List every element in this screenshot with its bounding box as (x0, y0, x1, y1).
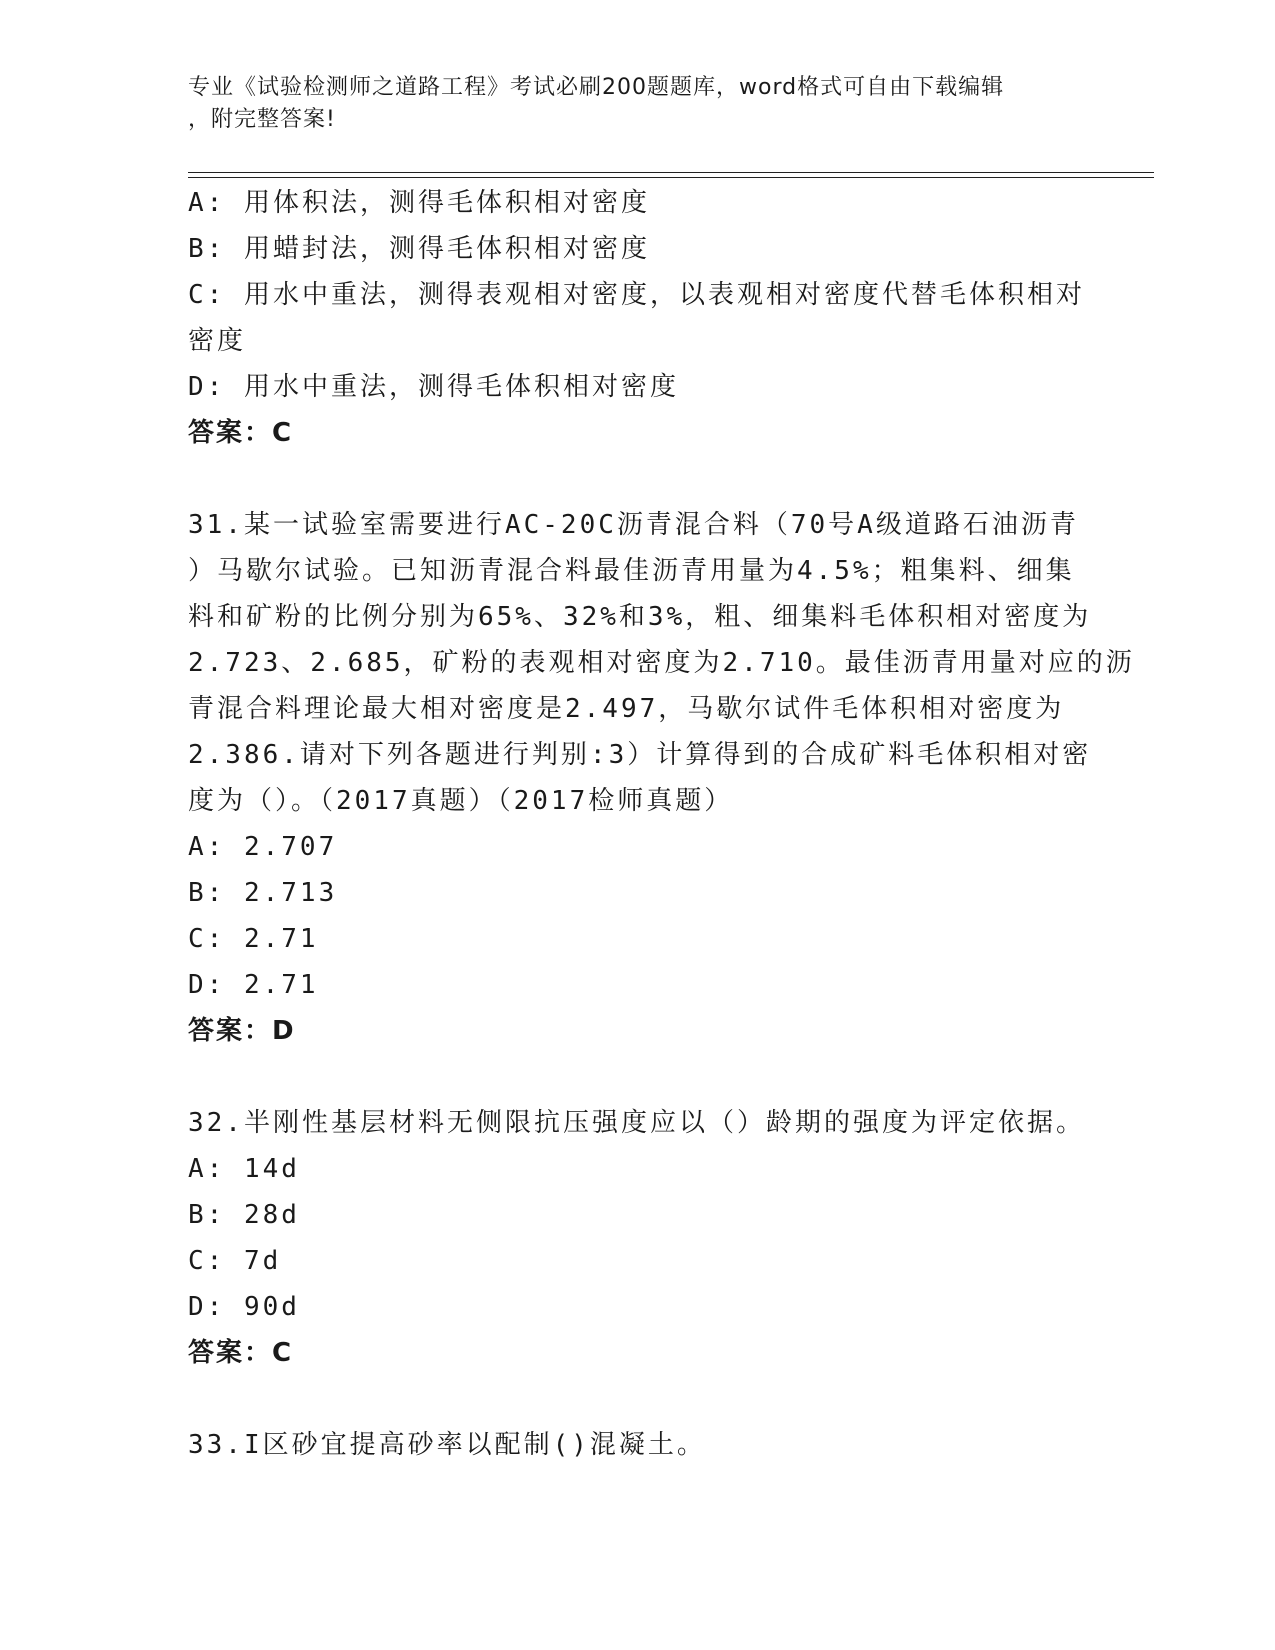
header-line-2: ，附完整答案! (188, 107, 336, 132)
header-divider-top (188, 172, 1154, 173)
q30-option-a: A: 用体积法，测得毛体积相对密度 (188, 188, 650, 218)
q32-option-c: C: 7d (188, 1246, 282, 1276)
q32-option-d: D: 90d (188, 1292, 300, 1322)
q30-option-c-cont: 密度 (188, 326, 247, 356)
q31-option-a: A: 2.707 (188, 832, 338, 862)
header-divider-bottom (188, 177, 1154, 178)
q31-option-b: B: 2.713 (188, 878, 338, 908)
question-32-block (188, 1100, 1088, 1376)
question-33-block (188, 1422, 1088, 1468)
q31-option-d: D: 2.71 (188, 970, 319, 1000)
q32-option-b: B: 28d (188, 1200, 300, 1230)
spacer (188, 1376, 1088, 1422)
spacer (188, 456, 1088, 502)
header-line-1: 专业《试验检测师之道路工程》考试必刷200题题库，word格式可自由下载编辑 (188, 75, 1005, 100)
q33-stem: 33.I区砂宜提高砂率以配制()混凝土。 (188, 1430, 706, 1460)
q31-stem-line-7: 度为（）。（2017真题）（2017检师真题） (188, 786, 734, 816)
q32-option-a: A: 14d (188, 1154, 300, 1184)
q31-stem-line-4: 2.723、2.685，矿粉的表观相对密度为2.710。最佳沥青用量对应的沥 (188, 648, 1135, 678)
document-header (188, 72, 1068, 136)
q32-answer: 答案：C (188, 1338, 294, 1368)
q31-stem-line-5: 青混合料理论最大相对密度是2.497，马歇尔试件毛体积相对密度为 (188, 694, 1065, 724)
q31-option-c: C: 2.71 (188, 924, 319, 954)
q31-answer: 答案：D (188, 1016, 296, 1046)
q30-option-c: C: 用水中重法，测得表观相对密度，以表观相对密度代替毛体积相对 (188, 280, 1085, 310)
q30-answer: 答案：C (188, 418, 294, 448)
question-31-block (188, 502, 1135, 1054)
q32-stem: 32.半刚性基层材料无侧限抗压强度应以（）龄期的强度为评定依据。 (188, 1108, 1085, 1138)
question-list (188, 180, 1135, 1468)
spacer (188, 1054, 1088, 1100)
q30-option-d: D: 用水中重法，测得毛体积相对密度 (188, 372, 679, 402)
q31-stem-line-2: ）马歇尔试验。已知沥青混合料最佳沥青用量为4.5%；粗集料、细集 (188, 556, 1075, 586)
q31-stem-line-6: 2.386.请对下列各题进行判别:3）计算得到的合成矿料毛体积相对密 (188, 740, 1092, 770)
q31-stem-line-1: 31.某一试验室需要进行AC-20C沥青混合料（70号A级道路石油沥青 (188, 510, 1079, 540)
question-30-block (188, 180, 1088, 456)
q31-stem-line-3: 料和矿粉的比例分别为65%、32%和3%，粗、细集料毛体积相对密度为 (188, 602, 1092, 632)
q30-option-b: B: 用蜡封法，测得毛体积相对密度 (188, 234, 650, 264)
